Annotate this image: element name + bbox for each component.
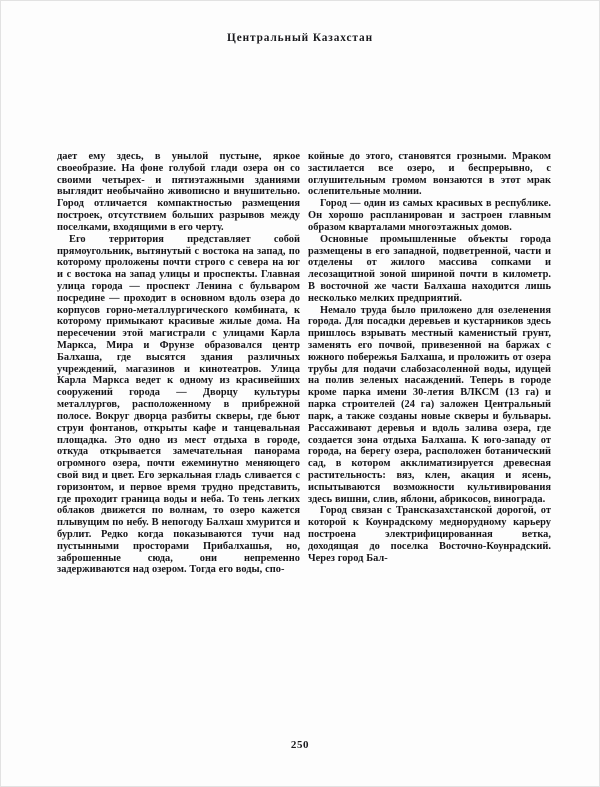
paragraph: Немало труда было приложено для озеленения города. Для посадки деревьев и кустарников здесь пришлось взрывать местный каменистый грунт, заменять его почвой, привезенной на баржах с южного побережья Балхаша, и проложить от озера трубы для подачи слабозасоленной воды, идущей на полив зеленых насаждений. Теперь в городе кроме парка имени 30-летия ВЛКСМ (13 га) и парка строителей (24 га) заложен Центральный парк, а также созданы новые скверы и бульвары. Рассаживают деревья и вдоль залива озера, где создается зона отдыха Балхаша. К юго-западу от города, на берегу озера, расположен ботанический сад, в котором акклиматизируется древесная растительность: вяз, клен, акация и ясень, испытываются возможности культивирования здесь вишни, слив, яблони, абрикосов, винограда.	[308, 304, 551, 505]
left-column	[57, 151, 300, 721]
paragraph: Город — один из самых красивых в республике. Он хорошо распланирован и застроен главным образом кварталами многоэтажных домов.	[308, 198, 551, 233]
right-column	[308, 151, 551, 721]
paragraph: койные до этого, становятся грозными. Мраком застилается все озеро, и беспрерывно, с оглушительным громом вонзаются в этот мрак ослепительные молнии.	[308, 151, 551, 198]
text-body	[57, 151, 552, 721]
paragraph: Основные промышленные объекты города размещены в его западной, подветренной, части и отделены от жилого массива сопками и лесозащитной зоной шириной почти в километр. В восточной же части Балхаша находится лишь несколько мелких предприятий.	[308, 233, 551, 304]
page-number: 250	[290, 739, 310, 751]
paragraph: дает ему здесь, в унылой пустыне, яркое своеобразие. На фоне голубой глади озера он со своими четырех- и пятиэтажными зданиями выглядит необычайно живописно и внушительно. Город отличается компактностью размещения построек, отсутствием больших разрывов между поселками, входящими в его черту.	[57, 151, 300, 233]
running-head: Центральный Казахстан	[227, 32, 373, 44]
paragraph: Его территория представляет собой прямоугольник, вытянутый с востока на запад, по которому проложены почти строго с севера на юг и с востока на запад улицы и проспекты. Главная улица города — проспект Ленина с бульваром посредине — проходит в основном вдоль озера до корпусов горно-металлургического комбината, к которому примыкают красивые жилые дома. На пересечении этой магистрали с улицами Карла Маркса, Мира и Фрунзе образовался центр Балхаша, где высятся здания различных учреждений, магазинов и кинотеатров. Улица Карла Маркса ведет к одному из красивейших сооружений города — Дворцу культуры металлургов, расположенному в прибрежной полосе. Вокруг дворца разбиты скверы, где бьют струи фонтанов, открыты кафе и танцевальная площадка. Это одно из мест отдыха в городе, откуда открывается замечательная панорама огромного озера, почти ежеминутно меняющего свой вид и цвет. Его зеркальная гладь сливается с горизонтом, и первое время трудно представить, где проходит граница воды и неба. То тень легких облаков движется по волнам, то озеро кажется плывущим по небу. В непогоду Балхаш хмурится и бурлит. Редко когда показываются тучи над пустынными просторами Прибалхашья, но, заброшенные сюда, они непременно задерживаются над озером. Тогда его воды, спо-	[57, 233, 300, 576]
paragraph: Город связан с Трансказахстанской дорогой, от которой к Коунрадскому меднорудному карьеру построена электрифицированная ветка, доходящая до поселка Восточно-Коунрадский. Через город Бал-	[308, 505, 551, 564]
